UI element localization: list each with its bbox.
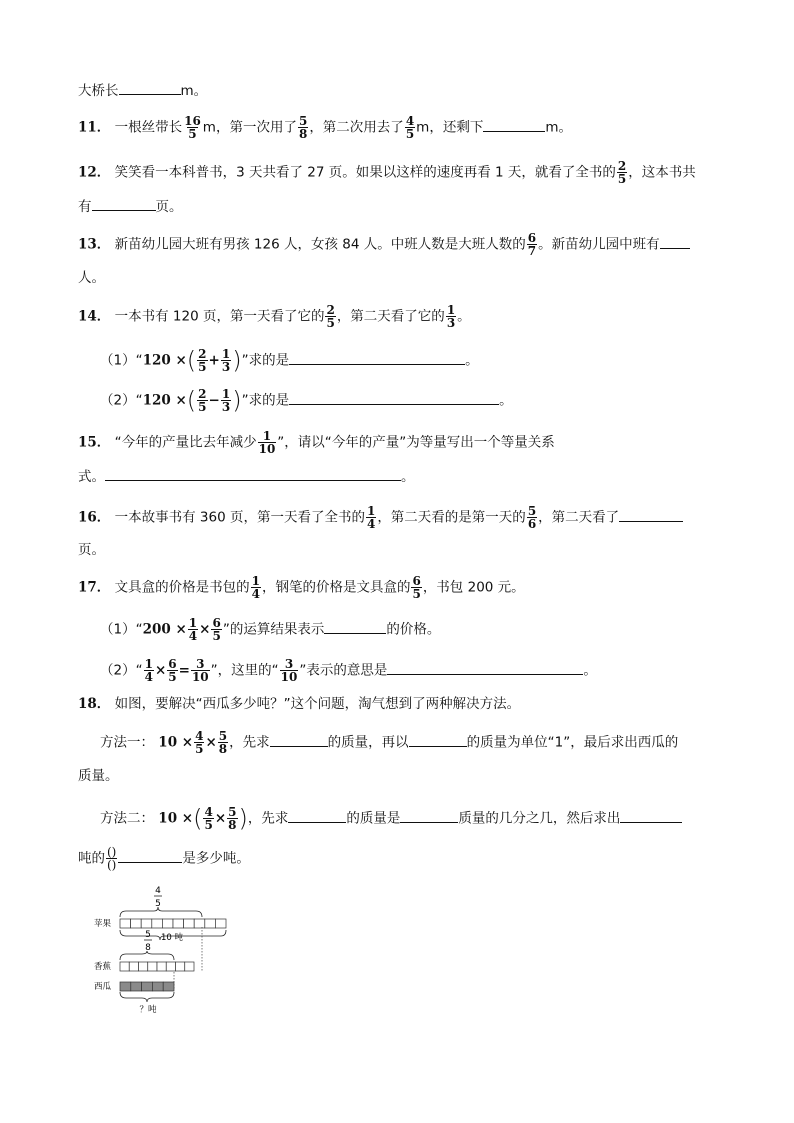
question-15-line2: 式。 。 [78,466,415,487]
q17-2-blank[interactable] [387,660,583,675]
apple-amount: 10 吨 [160,933,184,943]
question-13: 13． 新苗幼儿园大班有男孩 126 人，女孩 84 人。中班人数是大班人数的 $\frac{6}{7}$ 。新苗幼儿园中班有 [78,232,690,257]
question-18-method1: 方法一： 10 × $\frac{4}{5}$ × $\frac{5}{8}$ ，先求 的质量，再以 的质量为单位“1”，最后求出西瓜的 [100,729,679,756]
q17-1-blank[interactable] [324,619,386,634]
q11-blank[interactable] [483,117,545,132]
bar-cell [157,962,166,971]
question-15: 15． “今年的产量比去年减少 $\frac{1}{10}$ ”，请以“今年的产量”为等量写出一个等量关系 [78,429,555,456]
q18-2d-blank[interactable] [118,848,182,863]
bar-cell [141,919,152,928]
q12-blank[interactable] [92,196,156,211]
q14-2-blank[interactable] [289,390,499,405]
question-14: 14． 一本书有 120 页，第一天看了它的 $\frac{2}{5}$ ，第二天看了它的 $\frac{1}{3}$ 。 [78,303,471,330]
bar-cell [173,919,184,928]
fraction-5-8-numerator: 5 [145,930,151,940]
bar-cell [166,962,175,971]
fraction: $\frac{2}{5}$ [617,159,627,186]
q13-blank[interactable] [660,234,690,249]
bar-cell [142,982,153,991]
fruit-line-segment-diagram [90,882,250,1020]
bar-cell [215,919,226,928]
fraction: $\frac{6}{7}$ [527,231,537,258]
question-14-part1: （1）“120 ×( $\frac{2}{5}$ + $\frac{1}{3}$ )”求的是 。 [100,346,479,375]
q15-blank[interactable] [105,466,401,481]
banana-label: 香蕉 [94,962,112,972]
apple-label: 苹果 [94,919,112,929]
question-17: 17． 文具盒的价格是书包的 $\frac{1}{4}$ ，钢笔的价格是文具盒的 $\frac{6}{5}$ ，书包 200 元。 [78,574,525,601]
question-12: 12． 笑笑看一本科普书，3 天共看了 27 页。如果以这样的速度再看 1 天，就看了全书的 $\frac{2}{5}$ ，这本书共 [78,159,696,186]
question-12-line2: 有 页。 [78,196,183,217]
question-16: 16． 一本故事书有 360 页，第一天看了全书的 $\frac{1}{4}$ ，第二天看的是第一天的 $\frac{5}{6}$ ，第二天看了 [78,505,683,530]
bar-cell [194,919,205,928]
question-14-part2: （2）“120 ×( $\frac{2}{5}$ − $\frac{1}{3}$ )”求的是 。 [100,386,513,415]
bar-cell [148,962,157,971]
question-13-line2: 人。 [78,270,105,286]
bar-cell [163,982,174,991]
melon-amount: ？吨 [139,1005,157,1015]
bar-cell [120,982,131,991]
fraction: $\frac{16}{5}$ [184,114,201,141]
apple-bar [120,919,226,928]
fraction: $\frac{6}{5}$ [412,574,421,601]
q16-blank[interactable] [619,507,683,522]
brace-5-8 [120,951,174,960]
question-11: 11． 一根丝带长 $\frac{16}{5}$ m，第一次用了 $\frac{5}{8}$ ，第二次用去了 $\frac{4}{5}$ m，还剩下 m。 [78,114,572,141]
question-18: 18． 如图，要解决“西瓜多少吨？”这个问题，淘气想到了两种解决方法。 [78,696,521,712]
fraction: $\frac{1}{10}$ [258,429,276,456]
brace-4-5 [120,907,202,917]
bar-cell [152,919,163,928]
fraction: $\frac{1}{4}$ [251,574,260,601]
q10-blank[interactable] [119,80,181,95]
q18-2a-blank[interactable] [288,808,346,823]
q18-2c-blank[interactable] [620,808,682,823]
question-18-method2-line2: 吨的 $\frac{()}{()}$ 是多少吨。 [78,845,250,872]
q18-2b-blank[interactable] [400,808,458,823]
bar-cell [120,919,131,928]
brace-melon [120,992,174,1002]
fraction: $\frac{5}{6}$ [527,504,537,531]
banana-bar [120,962,194,971]
q14-1-blank[interactable] [289,350,465,365]
bar-cell [131,982,142,991]
bar-cell [152,982,163,991]
bar-cell [205,919,216,928]
fraction-5-8-denominator: 8 [145,943,151,953]
melon-label: 西瓜 [94,982,112,992]
question-16-line2: 页。 [78,542,105,558]
bar-cell [129,962,138,971]
fraction: $\frac{2}{5}$ [326,303,335,330]
fraction-4-5-numerator: 4 [155,886,161,896]
bar-cell [184,919,195,928]
bar-cell [139,962,148,971]
bar-cell [176,962,185,971]
q18-1a-blank[interactable] [270,732,328,747]
bar-cell [162,919,173,928]
bar-cell [131,919,142,928]
q10-tail: 大桥长 m。 [78,80,207,101]
fraction: $\frac{4}{5}$ [405,114,415,141]
fraction: $\frac{1}{3}$ [446,303,456,330]
question-18-method2: 方法二： 10 ×( $\frac{4}{5}$ × $\frac{5}{8}$ )，先求 的质量是 质量的几分之几，然后求出 [100,806,682,831]
bar-cell [120,962,129,971]
fraction-4-5-denominator: 5 [155,899,161,909]
melon-bar [120,982,174,991]
question-17-part2: （2）“ $\frac{1}{4}$ × $\frac{6}{5}$ = $\frac{3}{10}$ ”，这里的“ $\frac{3}{10}$ ”表示的意思是 。 [100,657,597,684]
question-18-method1-line2: 质量。 [78,768,119,784]
bar-cell [185,962,194,971]
fraction: $\frac{5}{8}$ [298,114,308,141]
fraction: $\frac{1}{4}$ [366,504,376,531]
question-17-part1: （1）“200 × $\frac{1}{4}$ × $\frac{6}{5}$ ”的运算结果表示 的价格。 [100,616,441,643]
q18-1b-blank[interactable] [409,732,467,747]
